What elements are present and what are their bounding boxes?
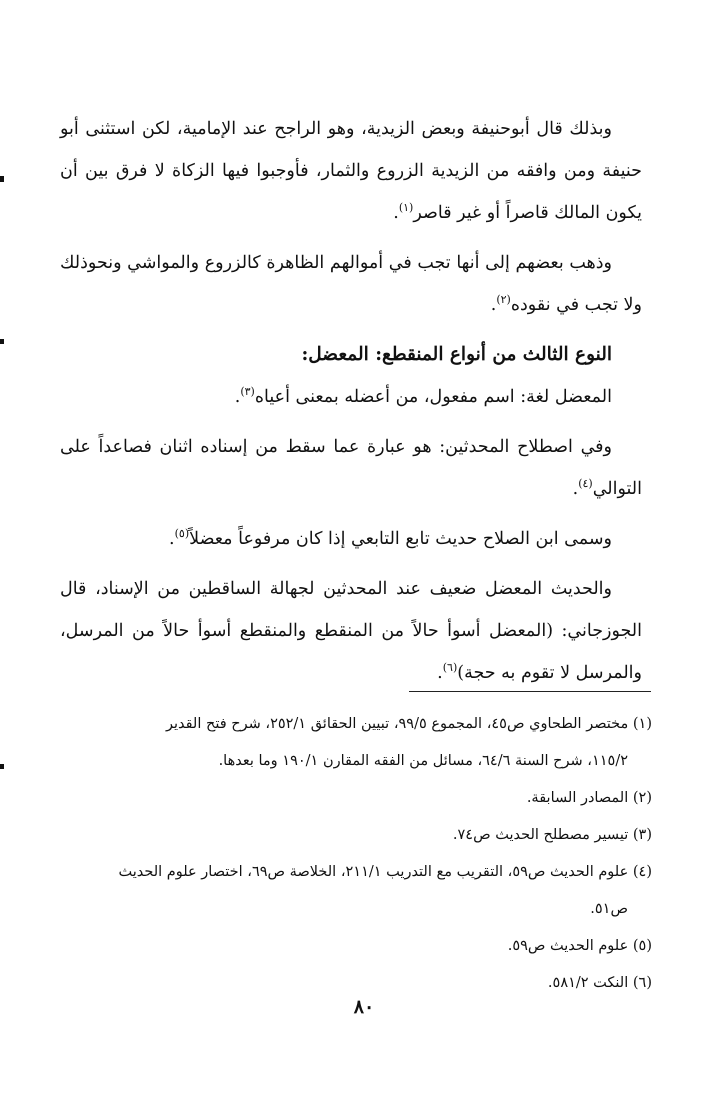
footnote-continuation: ١١٥/٢، شرح السنة ٦٤/٦، مسائل من الفقه المقارن ١٩٠/١ وما بعدها. bbox=[218, 753, 628, 769]
footnote: (٣) تيسير مصطلح الحديث ص٧٤. bbox=[452, 827, 652, 843]
footnote: (٦) النكت ٥٨١/٢. bbox=[547, 975, 652, 991]
scan-edge-mark bbox=[0, 176, 4, 182]
footnote-continuation: ص٥١. bbox=[590, 901, 628, 917]
footnote-ref: (٣) bbox=[240, 385, 255, 399]
footnote: (٥) علوم الحديث ص٥٩. bbox=[507, 938, 652, 954]
footnote: (٤) علوم الحديث ص٥٩، التقريب مع التدريب ٢١١/١، الخلاصة ص٦٩، اختصار علوم الحديث bbox=[118, 864, 652, 880]
paragraph: وذهب بعضهم إلى أنها تجب في أموالهم الظاهرة كالزروع والمواشي ونحوذلك ولا تجب في نقوده$^{(٢)}$. bbox=[60, 253, 642, 315]
footnote: (١) مختصر الطحاوي ص٤٥، المجموع ٩٩/٥، تبيين الحقائق ٢٥٢/١، شرح فتح القدير bbox=[165, 716, 652, 732]
footnote-ref: (٢) bbox=[496, 293, 511, 307]
footnote-ref: (٤) bbox=[578, 477, 593, 491]
scan-edge-mark bbox=[0, 764, 4, 769]
footnote-divider bbox=[409, 691, 651, 692]
footnote-ref: (١) bbox=[398, 201, 414, 215]
section-heading: النوع الثالث من أنواع المنقطع: المعضل: bbox=[301, 344, 612, 365]
footnote-ref: (٦) bbox=[442, 661, 458, 675]
paragraph: وسمى ابن الصلاح حديث تابع التابعي إذا كان مرفوعاً معضلاً$^{(٥)}$. bbox=[169, 527, 612, 549]
paragraph: المعضل لغة: اسم مفعول، من أعضله بمعنى أعياه$^{(٣)}$. bbox=[234, 385, 612, 407]
footnote: (٢) المصادر السابقة. bbox=[526, 790, 652, 806]
footnotes bbox=[60, 706, 652, 1002]
paragraph: وفي اصطلاح المحدثين: هو عبارة عما سقط من إسناده اثنان فصاعداً على التوالي$^{(٤)}$. bbox=[60, 437, 642, 499]
paragraph: وبذلك قال أبوحنيفة وبعض الزيدية، وهو الراجح عند الإمامية، لكن استثنى أبو حنيفة ومن وافقه من الزيدية الزروع والثمار، فأوجبوا فيها الزكاة لا فرق بين أن يكون المالك قاصراً أو غير قاصر$^{(١)}$. bbox=[60, 119, 642, 223]
main-text bbox=[60, 108, 642, 702]
paragraph: والحديث المعضل ضعيف عند المحدثين لجهالة الساقطين من الإسناد، قال الجوزجاني: (المعضل أسوأ حالاً من المنقطع والمنقطع أسوأ حالاً من المرسل، والمرسل لا تقوم به حجة)$^{(٦)}$. bbox=[60, 579, 642, 683]
page-number: ٨٠ bbox=[353, 996, 375, 1018]
scan-edge-mark bbox=[0, 339, 4, 344]
footnote-ref: (٥) bbox=[174, 527, 190, 541]
